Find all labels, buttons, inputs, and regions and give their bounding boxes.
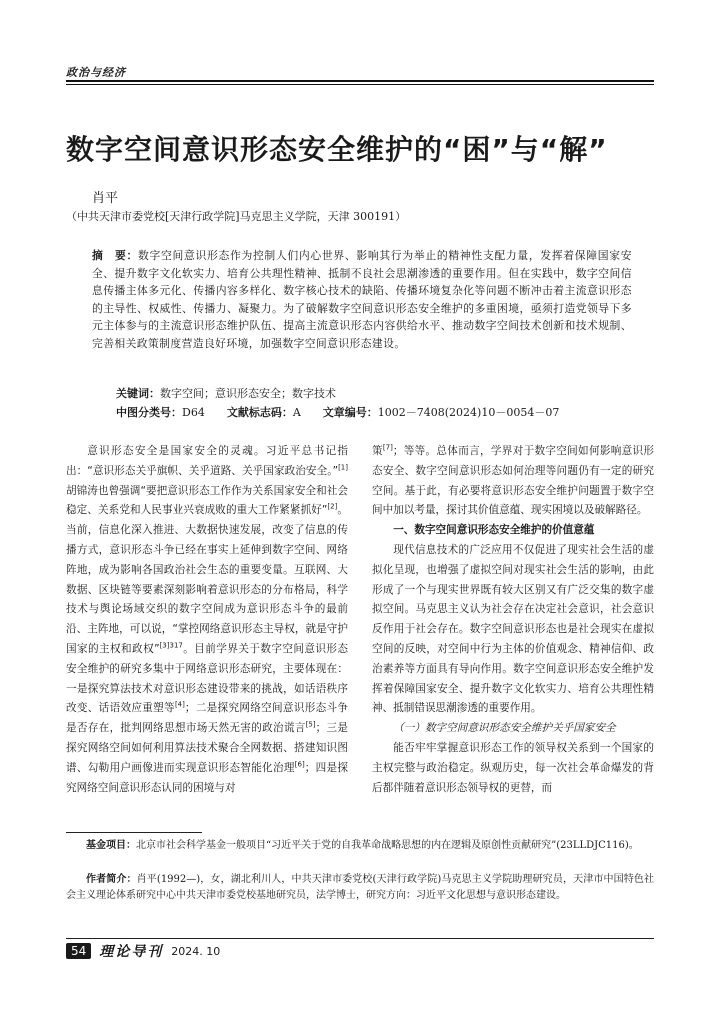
article-no-label: 文章编号： [322,406,378,419]
header-rule [66,80,654,82]
journal-issue: 2024. 10 [171,944,221,958]
keywords-text: 数字空间；意识形态安全；数字技术 [160,387,336,400]
footnote-rule [66,832,202,833]
author-affiliation: （中共天津市委党校[天津行政学院]马克思主义学院，天津 300191） [66,210,407,223]
keywords-label: 关键词： [116,387,160,400]
citation-marker: [4] [174,700,185,709]
article-no-value: 1002－7408(2024)10－0054－07 [377,406,560,419]
footnote-bio [66,872,654,903]
clc-value: D64 [182,406,205,419]
journal-name: 理论导刊 [99,944,164,960]
citation-marker: [5] [305,720,316,729]
classification-line [116,404,559,420]
body-paragraph: 意识形态安全是国家安全的灵魂。习近平总书记指出：“意识形态关乎旗帜、关乎道路、关乎国家政治安全。”[1]胡锦涛也曾强调“要把意识形态工作作为关系国家安全和社会稳定、关系党和人民事业兴衰成败的重大工作紧紧抓好”[2]。当前，信息化深入推进、大数据快速发展，改变了信息的传播方式，意识形态斗争已经在事实上延伸到数字空间、网络阵地，成为影响各国政治社会生态的重要变量。互联网、大数据、区块链等要素深刻影响着意识形态的分布格局，科学技术与舆论场域交织的数字空间成为意识形态斗争的最前沿、主阵地，可以说，“掌控网络意识形态主导权，就是守护国家的主权和政权”$^{[3]317}$。目前学界关于数字空间意识形态安全维护的研究多集中于网络意识形态研究，主要体现在：一是探究算法技术对意识形态建设带来的挑战，如话语秩序改变、话语效应重塑等[4]；二是探究网络空间意识形态斗争是否存在，批判网络思想市场天然无害的政治谎言[5]；三是探究网络空间如何利用算法技术聚合全网数据、搭建知识图谱、勾勒用户画像进而实现意识形态智能化治理[6]；四是探究网络空间意识形态认同的困境与对 [66,445,349,794]
body-paragraph: 能否牢牢掌握意识形态工作的领导权关系到一个国家的主权完整与政治稳定。纵观历史，每一次社会革命爆发的背后都伴随着意识形态领导权的更替，而 [372,741,654,794]
body-column-right [372,442,654,798]
body-column-left [66,442,348,798]
doc-code-label: 文献标志码： [226,406,293,419]
page-footer [66,941,220,961]
citation-marker: [3]317 [159,641,183,650]
citation-marker: [2] [327,502,338,511]
abstract [92,247,632,353]
header-rule-thin [66,84,654,85]
bio-text: 肖平(1992—)，女，湖北利川人，中共天津市委党校(天津行政学院)马克思主义学院助理研究员，天津市中国特色社会主义理论体系研究中心中共天津市委党校基地研究员，法学博士，研究方向：习近平文化思想与意识形态建设。 [66,874,654,901]
subsection-heading: （一）数字空间意识形态安全维护关乎国家安全 [393,722,616,735]
section-heading: 一、数字空间意识形态安全维护的价值意蕴 [393,524,595,537]
citation-marker: [6] [294,760,305,769]
body-paragraph: 策[7]；等等。总体而言，学界对于数字空间如何影响意识形态安全、数字空间意识形态如何治理等问题仍有一定的研究空间。基于此，有必要将意识形态安全维护问题置于数字空间中加以考量，探讨其价值意蕴、现实困境以及破解路径。 [372,443,655,517]
page-number: 54 [66,943,91,959]
doc-code-value: A [292,406,301,419]
citation-marker: [7] [382,443,393,452]
keywords [116,385,336,401]
fund-text: 北京市社会科学基金一般项目“习近平关于党的自我革命战略思想的内在逻辑及原创性贡献研究”(23LLDJC116)。 [136,840,639,851]
article-title: 数字空间意识形态安全维护的“困”与“解” [66,133,608,166]
bio-label: 作者简介： [86,874,137,885]
author-name: 肖平 [92,191,119,206]
clc-label: 中图分类号： [116,406,182,419]
section-tag: 政治与经济 [66,66,126,79]
citation-marker: [1] [338,463,348,472]
abstract-label: 摘 要： [92,249,138,262]
abstract-text: 数字空间意识形态作为控制人们内心世界、影响其行为举止的精神性支配力量，发挥着保障国家安全、提升数字文化软实力、培育公共理性精神、抵制不良社会思潮渗透的重要作用。但在实践中，数字空间信息传播主体多元化、传播内容多样化、数字核心技术的缺陷、传播环境复杂化等问题不断冲击着主流意识形态的主导性、权威性、传播力、凝聚力。为了破解数字空间意识形态安全维护的多重困境，亟须打造党领导下多元主体参与的主流意识形态维护队伍、提高主流意识形态内容供给水平、推动数字空间技术创新和技术规制、完善相关政策制度营造良好环境，加强数字空间意识形态建设。 [92,249,632,350]
body-paragraph: 现代信息技术的广泛应用不仅促进了现实社会生活的虚拟化呈现，也增强了虚拟空间对现实社会生活的影响，由此形成了一个与现实世界既有较大区别又有广泛交集的数字虚拟空间。马克思主义认为社会存在决定社会意识，社会意识反作用于社会存在。数字空间意识形态也是社会现实在虚拟空间的反映，对空间中行为主体的价值观念、精神信仰、政治素养等方面具有导向作用。数字空间意识形态安全维护发挥着保障国家安全、提升数字文化软实力、培育公共理性精神、抵制错误思潮渗透的重要作用。 [372,543,654,715]
footer-rule [66,938,654,939]
footnote-fund [66,838,654,854]
fund-label: 基金项目： [86,840,136,851]
